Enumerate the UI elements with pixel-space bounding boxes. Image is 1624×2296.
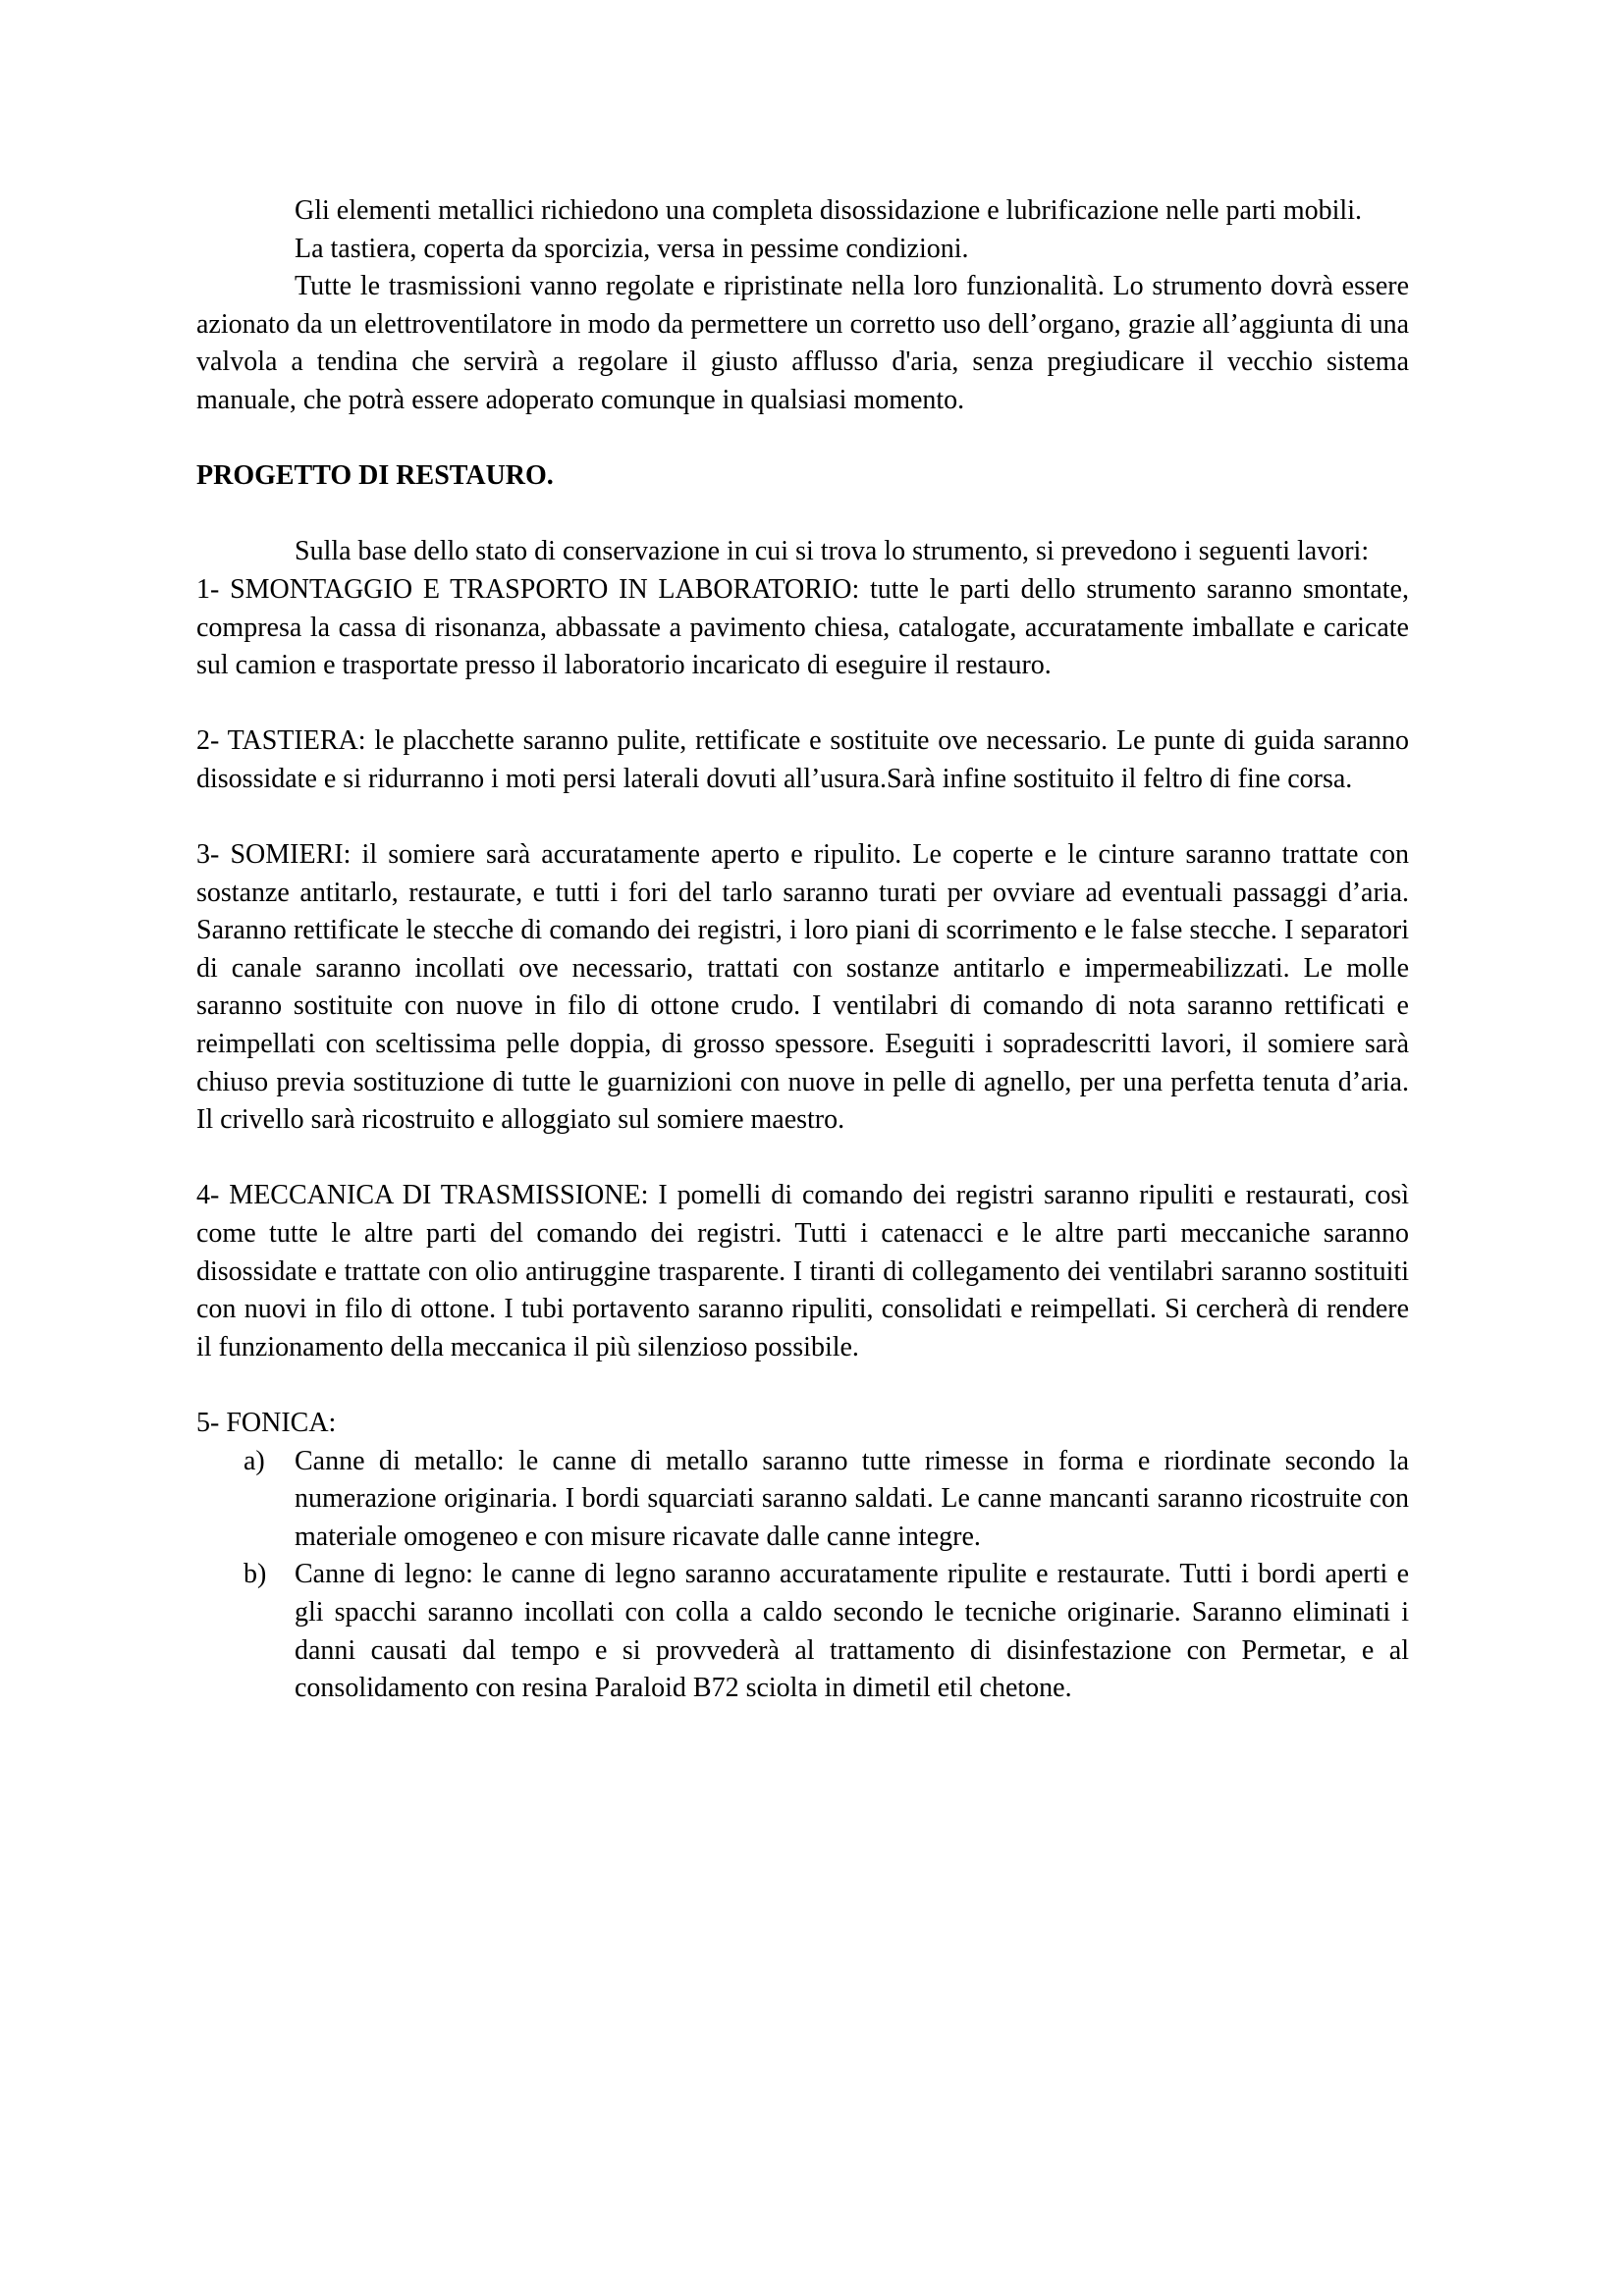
fonica-list-item-metal-pipes xyxy=(196,1443,1409,1557)
item-paragraph-keyboard: 2- TASTIERA: le placchette saranno pulite, rettificate e sostituite ove necessario. Le punte di guida saranno disossidate e si ridurranno i moti persi laterali dovuti all’usura.Sarà infine sostituito il feltro di fine corsa. xyxy=(196,725,1409,794)
fonica-list-item-wooden-pipes xyxy=(196,1556,1409,1707)
list-item-text: Canne di metallo: le canne di metallo saranno tutte rimesse in forma e riordinate secondo la numerazione originaria. I bordi squarciati saranno saldati. Le canne mancanti saranno ricostruite con materiale omogeneo e con misure ricavate dalle canne integre. xyxy=(295,1445,1409,1552)
fonica-list xyxy=(196,1443,1409,1708)
intro-paragraph-metal: Gli elementi metallici richiedono una completa disossidazione e lubrificazione nelle parti mobili. xyxy=(295,195,1362,226)
spacer xyxy=(196,1366,1409,1405)
section-heading: PROGETTO DI RESTAURO. xyxy=(196,460,554,492)
document-page xyxy=(196,192,1409,1708)
item-paragraph-dismantling: 1- SMONTAGGIO E TRASPORTO IN LABORATORIO: tutte le parti dello strumento saranno smontate, compresa la cassa di risonanza, abbassate a pavimento chiesa, catalogate, accuratamente imballate e caricate sul camion e trasportate presso il laboratorio incaricato di eseguire il restauro. xyxy=(196,573,1409,681)
list-item-text: Canne di legno: le canne di legno saranno accuratamente ripulite e restaurate. Tutti i bordi aperti e gli spacchi saranno incollati con colla a caldo secondo le tecniche originarie. Saranno eliminati i danni causati dal tempo e si provvederà al trattamento di disinfestazione con Permetar, e al consolidamento con resina Paraloid B72 sciolta in dimetil etil chetone. xyxy=(295,1559,1409,1704)
item-paragraph-mechanics: 4- MECCANICA DI TRASMISSIONE: I pomelli di comando dei registri saranno ripuliti e restaurati, così come tutte le altre parti del comando dei registri. Tutti i catenacci e le altre parti meccaniche saranno disossidate e trattate con olio antiruggine trasparente. I tiranti di collegamento dei ventilabri saranno sostituiti con nuovi in filo di ottone. I tubi portavento saranno ripuliti, consolidati e reimpellati. Si cercherà di rendere il funzionamento della meccanica il più silenzioso possibile. xyxy=(196,1180,1409,1362)
intro-paragraph-transmissions: Tutte le trasmissioni vanno regolate e ripristinate nella loro funzionalità. Lo strumento dovrà essere azionato da un elettroventilatore in modo da permettere un corretto uso dell’organo, grazie all’aggiunta di una valvola a tendina che servirà a regolare il giusto afflusso d'aria, senza pregiudicare il vecchio sistema manuale, che potrà essere adoperato comunque in qualsiasi momento. xyxy=(196,271,1409,415)
section-lead-paragraph: Sulla base dello stato di conservazione in cui si trova lo strumento, si prevedono i seguenti lavori: xyxy=(295,536,1370,567)
item-paragraph-windchests: 3- SOMIERI: il somiere sarà accuratamente aperto e ripulito. Le coperte e le cinture saranno trattate con sostanze antitarlo, restaurate, e tutti i fori del tarlo saranno turati per ovviare ad eventuali passaggi d’aria. Saranno rettificate le stecche di comando dei registri, i loro piani di scorrimento e le false stecche. I separatori di canale saranno incollati ove necessario, trattati con sostanze antitarlo e impermeabilizzati. Le molle saranno sostituite con nuove in filo di ottone crudo. I ventilabri di comando di nota saranno rettificati e reimpellati con sceltissima pelle doppia, di grosso spessore. Eseguiti i sopradescritti lavori, il somiere sarà chiuso previa sostituzione di tutte le guarnizioni con nuove in pelle di agnello, per una perfetta tenuta d’aria. Il crivello sarà ricostruito e alloggiato sul somiere maestro. xyxy=(196,839,1409,1136)
intro-paragraph-keyboard: La tastiera, coperta da sporcizia, versa in pessime condizioni. xyxy=(295,233,969,264)
spacer xyxy=(196,799,1409,837)
item-heading-fonica: 5- FONICA: xyxy=(196,1408,337,1438)
spacer xyxy=(196,496,1409,534)
spacer xyxy=(196,420,1409,458)
list-marker: a) xyxy=(244,1445,265,1476)
list-marker: b) xyxy=(244,1559,267,1590)
spacer xyxy=(196,685,1409,723)
spacer xyxy=(196,1140,1409,1178)
